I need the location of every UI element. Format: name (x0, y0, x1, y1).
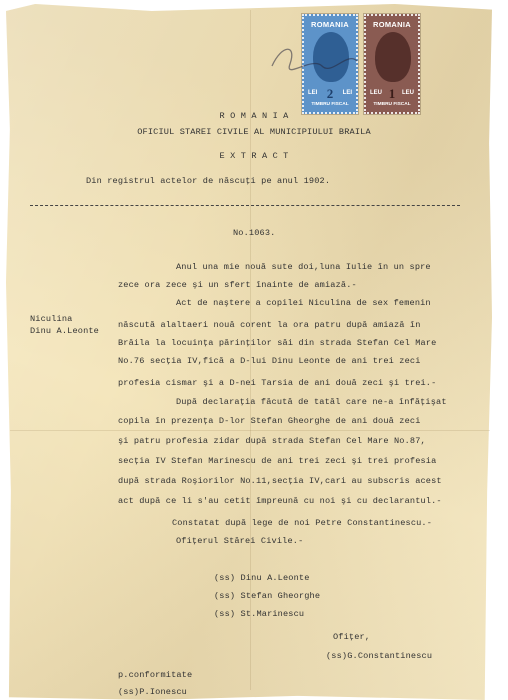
witness-signature: (ss) Dinu A.Leonte (214, 573, 310, 583)
record-line: act după ce li s'au cetit împreună cu noi şi cu declarantul.- (118, 496, 442, 506)
stamp-header: ROMANIA (311, 20, 349, 29)
witness-signature: (ss) Stefan Gheorghe (214, 591, 321, 601)
stamp-subtitle: TIMBRU FISCAL (373, 102, 411, 107)
record-line: După declaraţia făcută de tatăl care ne-a înfăţişat (176, 397, 447, 407)
record-line: zece ora zece şi un sfert înainte de amiază.- (118, 280, 357, 290)
record-line: după strada Roşiorilor No.11,secţia IV,cari au subscris acest (118, 476, 442, 486)
stamp-value: 2 (326, 86, 334, 101)
stamp-header: ROMANIA (373, 20, 411, 29)
registry-line: Din registrul actelor de născuţi pe anul 1902. (86, 176, 331, 186)
witness-signature: (ss) St.Marinescu (214, 609, 305, 619)
record-line: No.76 secţia IV,fică a D-lui Dinu Leonte de ani trei zeci (118, 356, 421, 366)
stamp-subtitle: TIMBRU FISCAL (311, 102, 349, 107)
stamp-unit: LEU (370, 90, 382, 96)
divider-line (30, 205, 460, 206)
stamp-unit: LEI (342, 90, 352, 96)
record-line: Ofiţerul Stărei Civile.- (176, 536, 304, 546)
stamp-unit: LEU (402, 90, 414, 96)
record-line: Anul una mie nouă sute doi,luna Iulie în un spre (176, 262, 431, 272)
record-line: şi patru profesia zidar după strada Stefan Cel Mare No.87, (118, 436, 426, 446)
record-line: copila în prezenţa D-lor Stefan Gheorghe de ani două zeci (118, 416, 421, 426)
margin-name-full: Dinu A.Leonte (30, 326, 99, 336)
record-number: No.1063. (233, 228, 276, 238)
margin-name-first: Niculina (30, 314, 73, 324)
country-heading: R O M A N I A (219, 111, 289, 121)
officer-signature: (ss)G.Constantinescu (326, 651, 433, 661)
record-line: Act de naştere a copilei Niculina de sex femenin (176, 298, 431, 308)
record-line: Constatat după lege de noi Petre Constantinescu.- (172, 518, 433, 528)
conformity-label: p.conformitate (118, 670, 193, 680)
stamp-unit: LEI (308, 90, 318, 96)
cancellation-signature-icon (262, 36, 382, 86)
record-line: Brăila la locuinţa părinţilor săi din strada Stefan Cel Mare (118, 338, 437, 348)
conformity-signature: (ss)P.Ionescu (118, 687, 187, 697)
record-line: născută alaltaeri nouă corent la ora patru după amiază în (118, 320, 421, 330)
office-heading: OFICIUL STAREI CIVILE AL MUNICIPIULUI BRAILA (137, 127, 371, 137)
stamp-value: 1 (388, 86, 396, 101)
record-line: profesia cismar şi a D-nei Tarsia de ani două zeci şi trei.- (118, 378, 437, 388)
record-line: secţia IV Stefan Marinescu de ani trei zeci şi trei profesia (118, 456, 437, 466)
document-type: E X T R A C T (219, 151, 289, 161)
officer-title: Ofiţer, (333, 632, 371, 642)
